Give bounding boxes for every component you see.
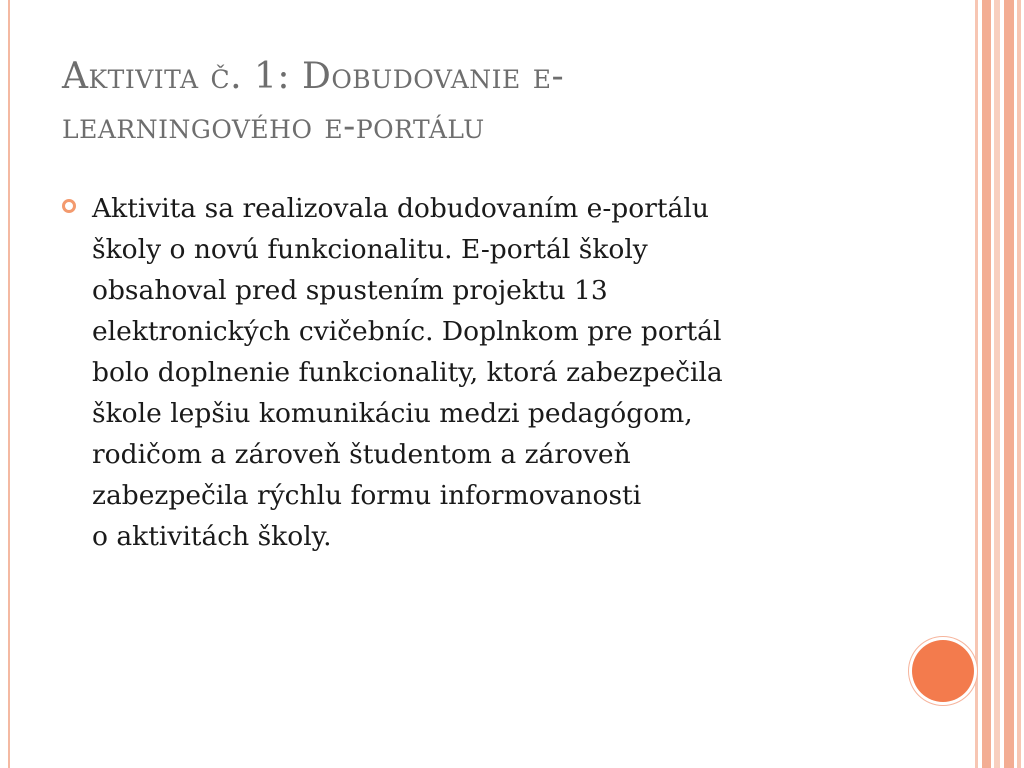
decorative-stripe — [994, 0, 1000, 768]
bullet-item — [62, 188, 862, 557]
left-border-line — [8, 0, 10, 768]
decorative-stripe — [975, 0, 978, 768]
slide-title: Aktivita č. 1: Dobudovanie e- learningového e-portálu — [62, 56, 565, 147]
bullet-list — [62, 188, 862, 557]
ring-bullet-icon — [62, 199, 76, 213]
decorative-stripe — [1017, 0, 1021, 768]
decorative-stripe — [982, 0, 991, 768]
decorative-stripe — [1004, 0, 1014, 768]
bullet-text: Aktivita sa realizovala dobudovaním e-portálu školy o novú funkcionalitu. E-portál školy obsahoval pred spustením projektu 13 elektronických cvičebníc. Doplnkom pre portál bolo doplnenie funkcionality, ktorá zabezpečila škole lepšiu komunikáciu medzi pedagógom, rodičom a zároveň študentom a zároveň zabezpečila rýchlu formu informovanosti o aktivitách školy. — [92, 193, 723, 552]
decorative-circle-icon — [912, 640, 974, 702]
